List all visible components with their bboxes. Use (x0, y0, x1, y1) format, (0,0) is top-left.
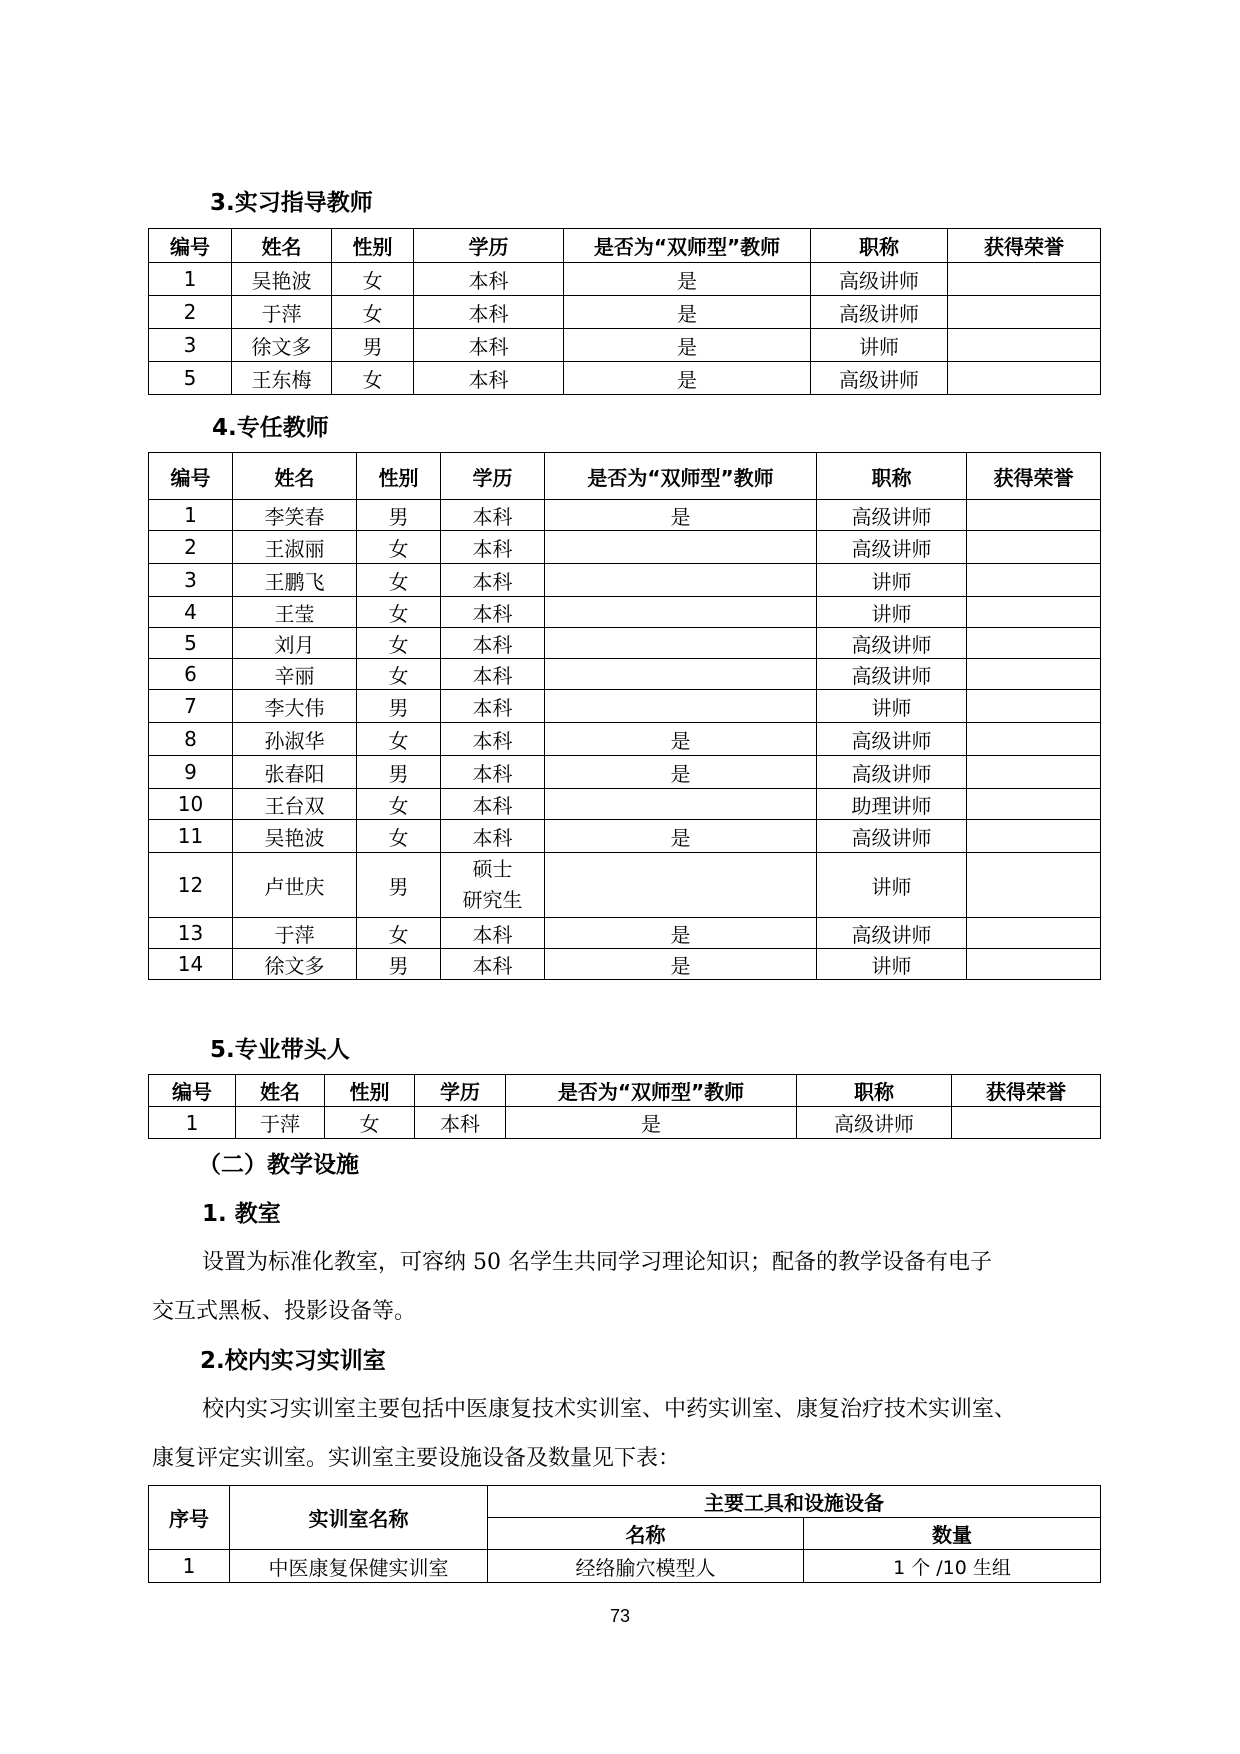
cell-dual-qualified: 是 (545, 918, 817, 949)
cell-title: 高级讲师 (817, 756, 967, 789)
header-honors: 获得荣誉 (948, 229, 1101, 263)
cell-room-name: 中医康复保健实训室 (230, 1550, 488, 1583)
cell-id: 14 (149, 949, 233, 980)
table-row (149, 296, 1101, 329)
table-row (149, 628, 1101, 659)
table-header-row (149, 1486, 1101, 1518)
table-row (149, 789, 1101, 820)
table-row (149, 690, 1101, 723)
cell-id: 6 (149, 659, 233, 690)
cell-dual-qualified (545, 564, 817, 597)
cell-name: 吴艳波 (233, 820, 357, 853)
table-row (149, 949, 1101, 980)
cell-gender: 女 (332, 263, 414, 296)
table-header-row (149, 453, 1101, 500)
cell-honors (967, 723, 1101, 756)
classroom-paragraph-line-1: 设置为标准化教室，可容纳 50 名学生共同学习理论知识；配备的教学设备有电子 (202, 1250, 992, 1275)
table-row (149, 597, 1101, 628)
cell-name: 徐文多 (233, 949, 357, 980)
cell-title: 讲师 (817, 853, 967, 918)
cell-dual-qualified: 是 (545, 756, 817, 789)
cell-id: 7 (149, 690, 233, 723)
cell-education: 本科 (441, 500, 545, 531)
cell-title: 高级讲师 (817, 500, 967, 531)
cell-id: 5 (149, 628, 233, 659)
cell-name: 王台双 (233, 789, 357, 820)
header-gender: 性别 (325, 1075, 415, 1107)
cell-gender: 男 (357, 756, 441, 789)
cell-gender: 女 (357, 918, 441, 949)
cell-gender: 女 (357, 820, 441, 853)
cell-dual-qualified: 是 (545, 500, 817, 531)
cell-id: 3 (149, 329, 232, 362)
table-row (149, 853, 1101, 918)
header-title: 职称 (817, 453, 967, 500)
cell-honors (967, 853, 1101, 918)
cell-education: 本科 (441, 789, 545, 820)
cell-gender: 女 (357, 597, 441, 628)
cell-education: 本科 (441, 918, 545, 949)
cell-title: 讲师 (817, 949, 967, 980)
cell-index: 1 (149, 1550, 230, 1583)
table-row (149, 756, 1101, 789)
cell-education: 本科 (414, 263, 564, 296)
header-name: 姓名 (236, 1075, 325, 1107)
header-honors: 获得荣誉 (952, 1075, 1101, 1107)
cell-name: 王莹 (233, 597, 357, 628)
table-row (149, 1550, 1101, 1583)
cell-honors (948, 263, 1101, 296)
table-row (149, 531, 1101, 564)
cell-dual-qualified: 是 (564, 263, 811, 296)
cell-education: 本科 (441, 820, 545, 853)
header-id: 编号 (149, 453, 233, 500)
cell-education: 本科 (441, 531, 545, 564)
table-header-row (149, 229, 1101, 263)
page-number: 73 (609, 1606, 631, 1626)
header-dual-qualified: 是否为“双师型”教师 (564, 229, 811, 263)
cell-name: 刘月 (233, 628, 357, 659)
cell-honors (967, 789, 1101, 820)
cell-id: 5 (149, 362, 232, 395)
training-rooms-paragraph-line-2: 康复评定实训室。实训室主要设施设备及数量见下表： (152, 1446, 681, 1471)
cell-title: 讲师 (817, 597, 967, 628)
cell-dual-qualified (545, 531, 817, 564)
cell-education: 本科 (414, 296, 564, 329)
header-id: 编号 (149, 229, 232, 263)
cell-title: 讲师 (811, 329, 948, 362)
table-row (149, 918, 1101, 949)
header-name: 姓名 (233, 453, 357, 500)
cell-name: 吴艳波 (232, 263, 332, 296)
cell-id: 12 (149, 853, 233, 918)
cell-gender: 女 (332, 362, 414, 395)
cell-name: 李笑春 (233, 500, 357, 531)
header-dual-qualified: 是否为“双师型”教师 (506, 1075, 797, 1107)
header-equipment-name: 名称 (488, 1518, 804, 1550)
cell-name: 卢世庆 (233, 853, 357, 918)
cell-education: 本科 (441, 659, 545, 690)
cell-dual-qualified (545, 853, 817, 918)
header-room-name: 实训室名称 (230, 1486, 488, 1550)
cell-gender: 女 (357, 564, 441, 597)
cell-id: 1 (149, 263, 232, 296)
table-row (149, 1107, 1101, 1139)
header-index: 序号 (149, 1486, 230, 1550)
cell-title: 讲师 (817, 690, 967, 723)
cell-dual-qualified: 是 (545, 820, 817, 853)
table-row (149, 500, 1101, 531)
cell-equipment-qty: 1 个 /10 生组 (804, 1550, 1101, 1583)
cell-title: 高级讲师 (817, 723, 967, 756)
table-row (149, 659, 1101, 690)
cell-honors (967, 628, 1101, 659)
cell-honors (967, 820, 1101, 853)
cell-education: 本科 (414, 329, 564, 362)
cell-id: 9 (149, 756, 233, 789)
table-row (149, 723, 1101, 756)
header-education: 学历 (441, 453, 545, 500)
cell-title: 高级讲师 (811, 296, 948, 329)
cell-title: 讲师 (817, 564, 967, 597)
fulltime-teachers-table (148, 452, 1101, 980)
cell-honors (948, 362, 1101, 395)
section-heading-discipline-leader: 5.专业带头人 (210, 1037, 350, 1063)
cell-dual-qualified (545, 628, 817, 659)
cell-title: 高级讲师 (817, 531, 967, 564)
cell-title: 高级讲师 (817, 820, 967, 853)
cell-education: 本科 (441, 723, 545, 756)
cell-name: 辛丽 (233, 659, 357, 690)
discipline-leader-table (148, 1074, 1101, 1139)
header-gender: 性别 (357, 453, 441, 500)
cell-education: 本科 (415, 1107, 506, 1139)
cell-dual-qualified (545, 690, 817, 723)
cell-id: 1 (149, 1107, 236, 1139)
cell-gender: 女 (325, 1107, 415, 1139)
section-heading-classroom: 1. 教室 (202, 1201, 281, 1227)
cell-gender: 女 (332, 296, 414, 329)
cell-honors (967, 756, 1101, 789)
cell-id: 3 (149, 564, 233, 597)
cell-title: 高级讲师 (817, 659, 967, 690)
cell-dual-qualified (545, 789, 817, 820)
cell-gender: 女 (357, 531, 441, 564)
cell-dual-qualified (545, 659, 817, 690)
cell-name: 徐文多 (232, 329, 332, 362)
section-heading-practice-teachers: 3.实习指导教师 (210, 190, 373, 216)
cell-title: 高级讲师 (797, 1107, 952, 1139)
cell-gender: 女 (357, 723, 441, 756)
cell-id: 1 (149, 500, 233, 531)
classroom-paragraph-line-2: 交互式黑板、投影设备等。 (152, 1299, 417, 1324)
header-gender: 性别 (332, 229, 414, 263)
practice-teachers-table (148, 228, 1101, 395)
cell-education: 本科 (441, 628, 545, 659)
cell-honors (967, 597, 1101, 628)
cell-name: 张春阳 (233, 756, 357, 789)
cell-name: 于萍 (236, 1107, 325, 1139)
cell-dual-qualified: 是 (545, 723, 817, 756)
cell-honors (967, 918, 1101, 949)
table-row (149, 564, 1101, 597)
cell-name: 于萍 (233, 918, 357, 949)
cell-gender: 男 (332, 329, 414, 362)
cell-name: 王鹏飞 (233, 564, 357, 597)
cell-id: 2 (149, 296, 232, 329)
header-equipment-qty: 数量 (804, 1518, 1101, 1550)
cell-title: 高级讲师 (817, 918, 967, 949)
cell-title: 高级讲师 (817, 628, 967, 659)
cell-title: 高级讲师 (811, 362, 948, 395)
cell-dual-qualified: 是 (545, 949, 817, 980)
cell-education: 本科 (414, 362, 564, 395)
cell-title: 高级讲师 (811, 263, 948, 296)
header-education: 学历 (414, 229, 564, 263)
cell-equipment-name: 经络腧穴模型人 (488, 1550, 804, 1583)
cell-education: 本科 (441, 597, 545, 628)
cell-gender: 男 (357, 949, 441, 980)
cell-dual-qualified: 是 (564, 329, 811, 362)
section-heading-facilities: （二）教学设施 (198, 1152, 359, 1178)
cell-honors (967, 531, 1101, 564)
training-rooms-paragraph-line-1: 校内实习实训室主要包括中医康复技术实训室、中药实训室、康复治疗技术实训室、 (202, 1397, 1017, 1422)
header-dual-qualified: 是否为“双师型”教师 (545, 453, 817, 500)
section-heading-fulltime-teachers: 4.专任教师 (212, 415, 329, 441)
table-row (149, 362, 1101, 395)
header-id: 编号 (149, 1075, 236, 1107)
table-row (149, 263, 1101, 296)
header-name: 姓名 (232, 229, 332, 263)
header-title: 职称 (811, 229, 948, 263)
section-heading-training-rooms: 2.校内实习实训室 (200, 1348, 386, 1374)
cell-id: 2 (149, 531, 233, 564)
cell-honors (967, 690, 1101, 723)
cell-name: 孙淑华 (233, 723, 357, 756)
training-room-equipment-table (148, 1485, 1101, 1583)
cell-honors (967, 500, 1101, 531)
cell-honors (948, 296, 1101, 329)
cell-name: 王东梅 (232, 362, 332, 395)
cell-gender: 女 (357, 789, 441, 820)
cell-education: 本科 (441, 756, 545, 789)
cell-honors (952, 1107, 1101, 1139)
table-header-row (149, 1075, 1101, 1107)
header-equipment-group: 主要工具和设施设备 (488, 1486, 1101, 1518)
cell-honors (967, 949, 1101, 980)
cell-gender: 女 (357, 628, 441, 659)
cell-name: 于萍 (232, 296, 332, 329)
cell-dual-qualified: 是 (564, 362, 811, 395)
header-honors: 获得荣誉 (967, 453, 1101, 500)
cell-education: 本科 (441, 564, 545, 597)
table-row (149, 820, 1101, 853)
cell-honors (967, 564, 1101, 597)
cell-education: 本科 (441, 690, 545, 723)
cell-title: 助理讲师 (817, 789, 967, 820)
table-row (149, 329, 1101, 362)
cell-gender: 男 (357, 500, 441, 531)
cell-dual-qualified (545, 597, 817, 628)
cell-gender: 女 (357, 659, 441, 690)
cell-gender: 男 (357, 690, 441, 723)
cell-dual-qualified: 是 (564, 296, 811, 329)
cell-id: 8 (149, 723, 233, 756)
header-education: 学历 (415, 1075, 506, 1107)
cell-name: 李大伟 (233, 690, 357, 723)
cell-education: 本科 (441, 949, 545, 980)
header-title: 职称 (797, 1075, 952, 1107)
cell-id: 11 (149, 820, 233, 853)
cell-id: 13 (149, 918, 233, 949)
cell-name: 王淑丽 (233, 531, 357, 564)
cell-education: 硕士 研究生 (441, 853, 545, 918)
cell-dual-qualified: 是 (506, 1107, 797, 1139)
cell-honors (967, 659, 1101, 690)
cell-gender: 男 (357, 853, 441, 918)
cell-id: 4 (149, 597, 233, 628)
cell-honors (948, 329, 1101, 362)
cell-id: 10 (149, 789, 233, 820)
